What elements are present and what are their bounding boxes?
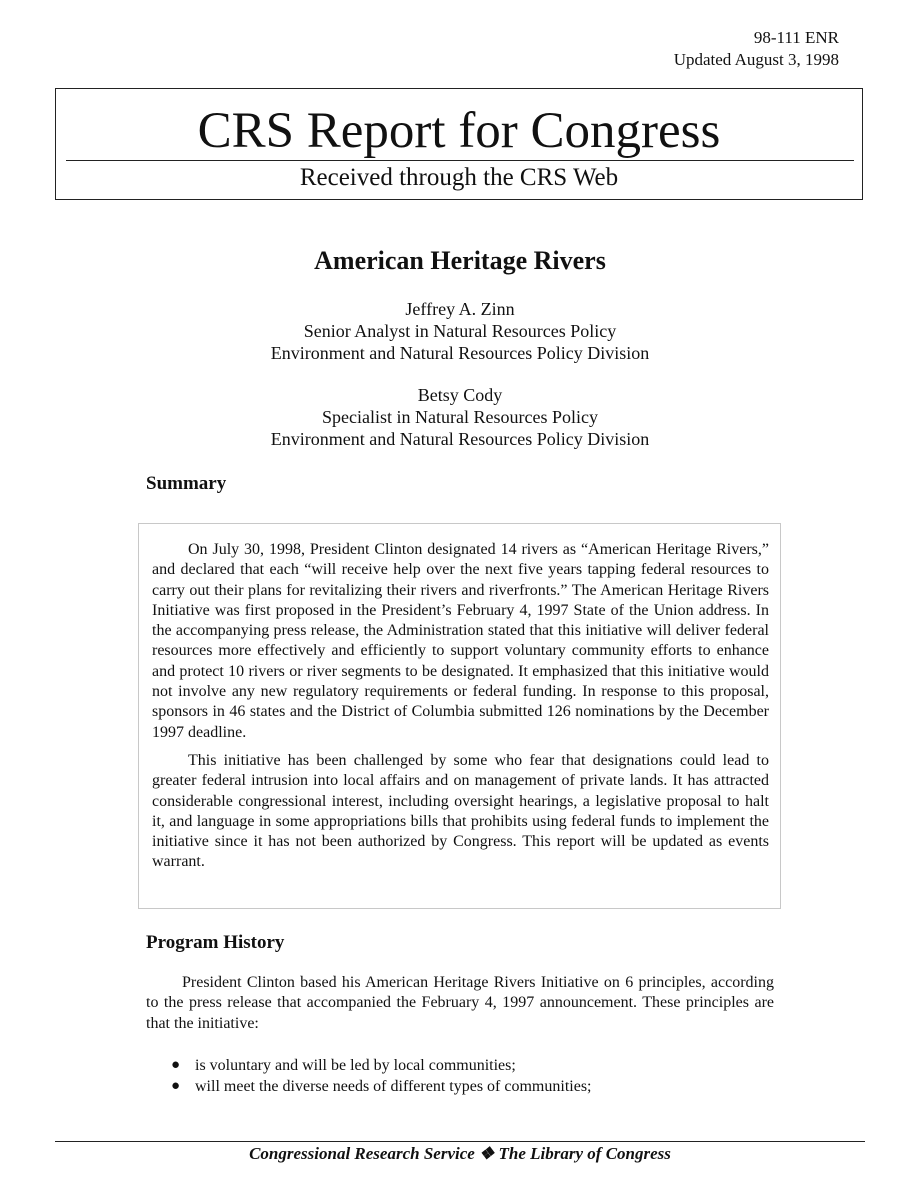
list-item: [171, 1076, 591, 1097]
bullet-icon: ●: [171, 1078, 181, 1094]
author-name: Betsy Cody: [417, 385, 503, 405]
author-block: [0, 298, 920, 364]
author-block: [0, 384, 920, 450]
program-history-heading: Program History: [146, 932, 285, 953]
list-item: [171, 1055, 591, 1076]
summary-paragraph: On July 30, 1998, President Clinton designated 14 rivers as “American Heritage Rivers,” and declared that each “will receive help over the next five years tapping federal resources to carry out their plans for revitalizing their rivers and riverfronts.” The American Heritage Rivers Initiative was first proposed in the President’s February 4, 1997 State of the Union address. In the accompanying press release, the Administration stated that this initiative will deliver federal resources more effectively and efficiently to support voluntary community efforts to enhance and protect 10 rivers or river segments to be designated. It emphasized that this initiative would not involve any new regulatory requirements or federal funding. In response to this proposal, sponsors in 46 states and the District of Columbia submitted 126 nominations by the December 1997 deadline.: [152, 541, 769, 741]
report-number: 98-111 ENR: [753, 28, 839, 47]
footer-rule: [55, 1141, 865, 1142]
author-name: Jeffrey A. Zinn: [405, 299, 515, 319]
summary-heading: Summary: [146, 473, 227, 494]
report-title: American Heritage Rivers: [314, 246, 606, 275]
summary-box: [138, 523, 781, 909]
masthead-box: [55, 88, 863, 200]
bullet-icon: ●: [171, 1057, 181, 1073]
summary-paragraph: This initiative has been challenged by some who fear that designations could lead to greater federal intrusion into local affairs and on management of private lands. It has attracted considerable congressional interest, including oversight hearings, a legislative proposal to halt it, and language in some appropriations bills that prohibits using federal funds to implement the initiative since it has not been authorized by Congress. This report will be updated as events warrant.: [152, 751, 769, 871]
report-identifier: [674, 27, 839, 71]
author-position: Specialist in Natural Resources Policy: [322, 407, 598, 427]
masthead-rule: [66, 160, 854, 161]
author-position: Senior Analyst in Natural Resources Policy: [303, 321, 617, 341]
footer-text: Congressional Research Service ❖ The Library of Congress: [249, 1144, 671, 1163]
list-item-text: will meet the diverse needs of different types of communities;: [195, 1078, 592, 1095]
program-history-body: [146, 973, 774, 1034]
author-division: Environment and Natural Resources Policy Division: [270, 429, 650, 449]
principles-list: [171, 1055, 591, 1097]
list-item-text: is voluntary and will be led by local communities;: [195, 1057, 516, 1074]
masthead-title: CRS Report for Congress: [197, 103, 721, 159]
program-history-paragraph: President Clinton based his American Heritage Rivers Initiative on 6 principles, according to the press release that accompanied the February 4, 1997 announcement. These principles are that the initiative:: [146, 974, 774, 1032]
masthead-subtitle: Received through the CRS Web: [299, 164, 619, 191]
updated-date: Updated August 3, 1998: [673, 50, 839, 69]
author-division: Environment and Natural Resources Policy Division: [270, 343, 650, 363]
